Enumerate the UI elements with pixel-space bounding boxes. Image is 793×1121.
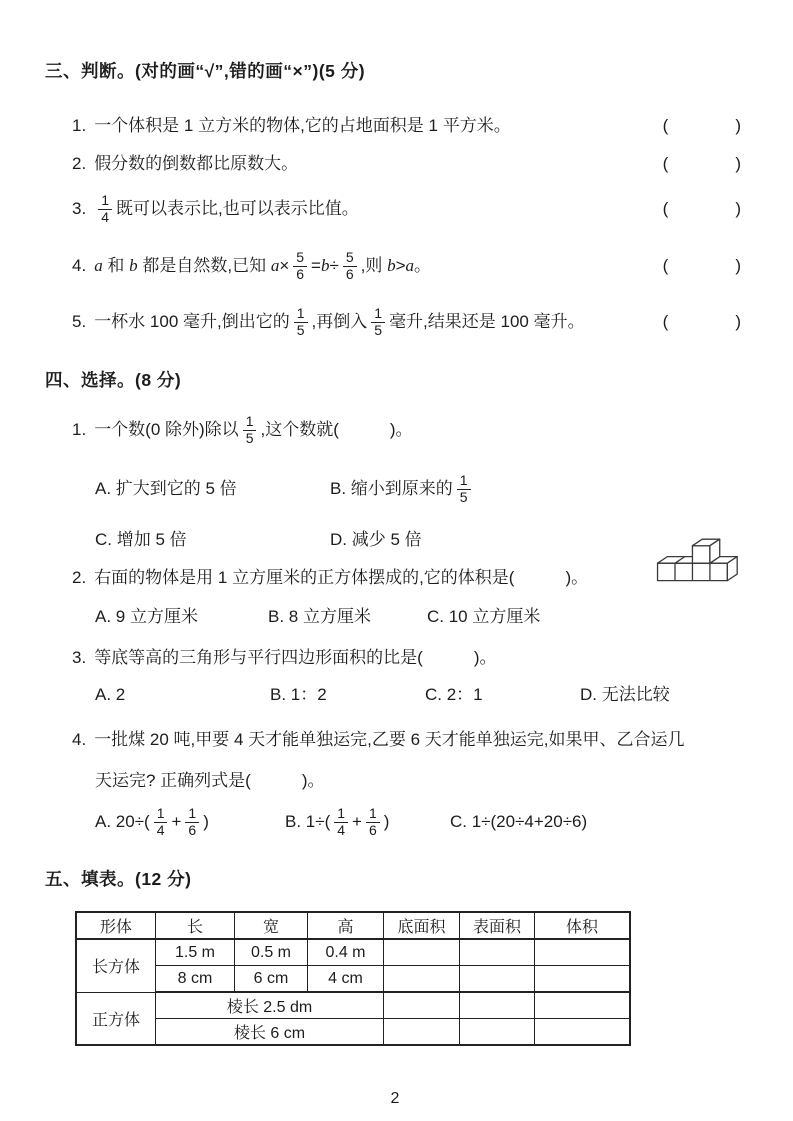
- empty-cell: [460, 992, 535, 1019]
- item-number: 3.: [72, 199, 87, 218]
- table-cell: 0.4 m: [308, 939, 384, 966]
- section4-title: 四、选择。(8 分): [45, 370, 182, 390]
- table-row: [76, 939, 630, 966]
- item-number: 3.: [72, 648, 87, 667]
- option-c: C. 1÷(20÷4+20÷6): [450, 812, 588, 831]
- judgment-item-5: 5. 一杯水 100 毫升,倒出它的 $\frac{1}{5}$ ,再倒入 $\frac{1}{5}$ 毫升,结果还是 100 毫升。 ( ): [72, 305, 745, 338]
- table-cell: 0.5 m: [235, 939, 308, 966]
- empty-cell: [460, 939, 535, 966]
- choice-q2: [45, 567, 745, 589]
- math-var: a: [94, 256, 103, 275]
- item-text: 既可以表示比,也可以表示比值。: [115, 199, 359, 218]
- option-a: A. 2: [95, 685, 126, 704]
- item-number: 2.: [72, 154, 87, 173]
- table-row: [76, 966, 630, 993]
- answer-parens: ( ): [662, 116, 745, 135]
- choice-q4-line2: [45, 770, 745, 792]
- answer-parens: ( ): [662, 154, 745, 173]
- option-b: B. 1÷( $\frac{1}{4}$ + $\frac{1}{6}$ ): [285, 805, 390, 838]
- math-var: a: [270, 256, 280, 275]
- unit-cubes-stack-figure: [651, 531, 747, 591]
- header-cell: 形体: [76, 912, 156, 939]
- item-number: 4.: [72, 730, 87, 749]
- fraction: $\frac{5}{6}$: [343, 250, 357, 282]
- choice-q3-options: [45, 684, 745, 706]
- merged-cell: 棱长 2.5 dm: [156, 992, 384, 1019]
- empty-cell: [384, 966, 460, 993]
- fill-in-table: [75, 911, 631, 1046]
- judgment-item-3: [45, 187, 745, 231]
- fraction: $\frac{1}{5}$: [457, 473, 471, 505]
- choice-q1: 1. 一个数(0 除外)除以 $\frac{1}{5}$ ,这个数就( )。: [72, 413, 413, 446]
- empty-cell: [535, 966, 631, 993]
- table-row: [76, 1019, 630, 1046]
- option-c: C. 增加 5 倍: [95, 530, 187, 549]
- item-text: 一个体积是 1 立方米的物体,它的占地面积是 1 平方米。: [94, 116, 511, 135]
- fraction: $\frac{1}{6}$: [366, 806, 380, 838]
- choice-q3: [45, 647, 745, 669]
- question-text: 等底等高的三角形与平行四边形面积的比是( )。: [94, 648, 497, 667]
- header-cell: 宽: [235, 912, 308, 939]
- header-cell: 高: [308, 912, 384, 939]
- option-b: B. 缩小到原来的 $\frac{1}{5}$: [330, 473, 475, 505]
- row-label-cuboid: 长方体: [76, 939, 156, 992]
- choice-q1-options-row2: [45, 529, 745, 551]
- fraction: $\frac{1}{4}$: [154, 806, 168, 838]
- empty-cell: [535, 939, 631, 966]
- item-number: 1.: [72, 420, 87, 439]
- math-var: b: [320, 256, 330, 275]
- empty-cell: [384, 992, 460, 1019]
- table-header-row: [76, 912, 630, 939]
- question-text: 右面的物体是用 1 立方厘米的正方体摆成的,它的体积是( )。: [94, 568, 589, 587]
- table-row: [76, 992, 630, 1019]
- page-number: 2: [390, 1090, 400, 1107]
- item-number: 1.: [72, 116, 87, 135]
- fraction: $\frac{1}{5}$: [371, 306, 385, 338]
- table-cell: 6 cm: [235, 966, 308, 993]
- question-text: 一批煤 20 吨,甲要 4 天才能单独运完,乙要 6 天才能单独运完,如果甲、乙合运几: [94, 730, 685, 749]
- empty-cell: [384, 1019, 460, 1046]
- fraction: $\frac{1}{5}$: [243, 414, 257, 446]
- choice-q4-options: [45, 800, 745, 844]
- item-number: 4.: [72, 256, 87, 275]
- option-d: D. 减少 5 倍: [330, 530, 422, 549]
- section3-title: 三、判断。(对的画“√”,错的画“×”)(5 分): [45, 61, 366, 81]
- item-number: 5.: [72, 312, 87, 331]
- merged-cell: 棱长 6 cm: [156, 1019, 384, 1046]
- choice-q1-options-row1: [45, 467, 745, 511]
- header-cell: 底面积: [384, 912, 460, 939]
- empty-cell: [535, 992, 631, 1019]
- empty-cell: [460, 966, 535, 993]
- row-label-cube: 正方体: [76, 992, 156, 1045]
- question-text: 天运完? 正确列式是( )。: [95, 771, 325, 790]
- header-cell: 表面积: [460, 912, 535, 939]
- fraction: $\frac{5}{6}$: [293, 250, 307, 282]
- option-a: A. 20÷( $\frac{1}{4}$ + $\frac{1}{6}$ ): [95, 805, 209, 838]
- answer-parens: ( ): [662, 312, 745, 331]
- option-c: C. 2：1: [425, 685, 483, 704]
- choice-q4-line1: [45, 729, 745, 751]
- fraction: $\frac{1}{6}$: [185, 806, 199, 838]
- empty-cell: [460, 1019, 535, 1046]
- math-var: b: [387, 256, 396, 275]
- judgment-item-1: [45, 115, 745, 137]
- table-cell: 1.5 m: [156, 939, 235, 966]
- header-cell: 长: [156, 912, 235, 939]
- item-number: 2.: [72, 568, 87, 587]
- option-b: B. 8 立方厘米: [268, 607, 371, 626]
- judgment-item-2: [45, 153, 745, 175]
- item-text: 一杯水 100 毫升,倒出它的: [94, 312, 290, 331]
- section5-title: 五、填表。(12 分): [45, 869, 192, 889]
- option-d: D. 无法比较: [580, 685, 670, 704]
- table-cell: 8 cm: [156, 966, 235, 993]
- fraction: $\frac{1}{5}$: [294, 306, 308, 338]
- header-cell: 体积: [535, 912, 631, 939]
- answer-parens: ( ): [662, 256, 745, 275]
- math-var: b: [129, 256, 138, 275]
- question-text: 一个数(0 除外)除以: [94, 420, 239, 439]
- fraction: $\frac{1}{4}$: [334, 806, 348, 838]
- option-c: C. 10 立方厘米: [427, 607, 541, 626]
- empty-cell: [384, 939, 460, 966]
- option-b: B. 1：2: [270, 685, 327, 704]
- judgment-item-4: 4. a 和 b 都是自然数,已知 a × $\frac{5}{6}$ = b ÷ $\frac{5}{6}$ ,则 b > a 。 ( ): [72, 249, 745, 282]
- option-a: A. 9 立方厘米: [95, 607, 198, 626]
- option-a: A. 扩大到它的 5 倍: [95, 479, 237, 498]
- math-var: a: [405, 256, 415, 275]
- answer-parens: ( ): [662, 199, 745, 218]
- item-text: 假分数的倒数都比原数大。: [94, 154, 299, 173]
- choice-q2-options: [45, 606, 745, 628]
- table-cell: 4 cm: [308, 966, 384, 993]
- empty-cell: [535, 1019, 631, 1046]
- fraction: $\frac{1}{4}$: [98, 193, 112, 225]
